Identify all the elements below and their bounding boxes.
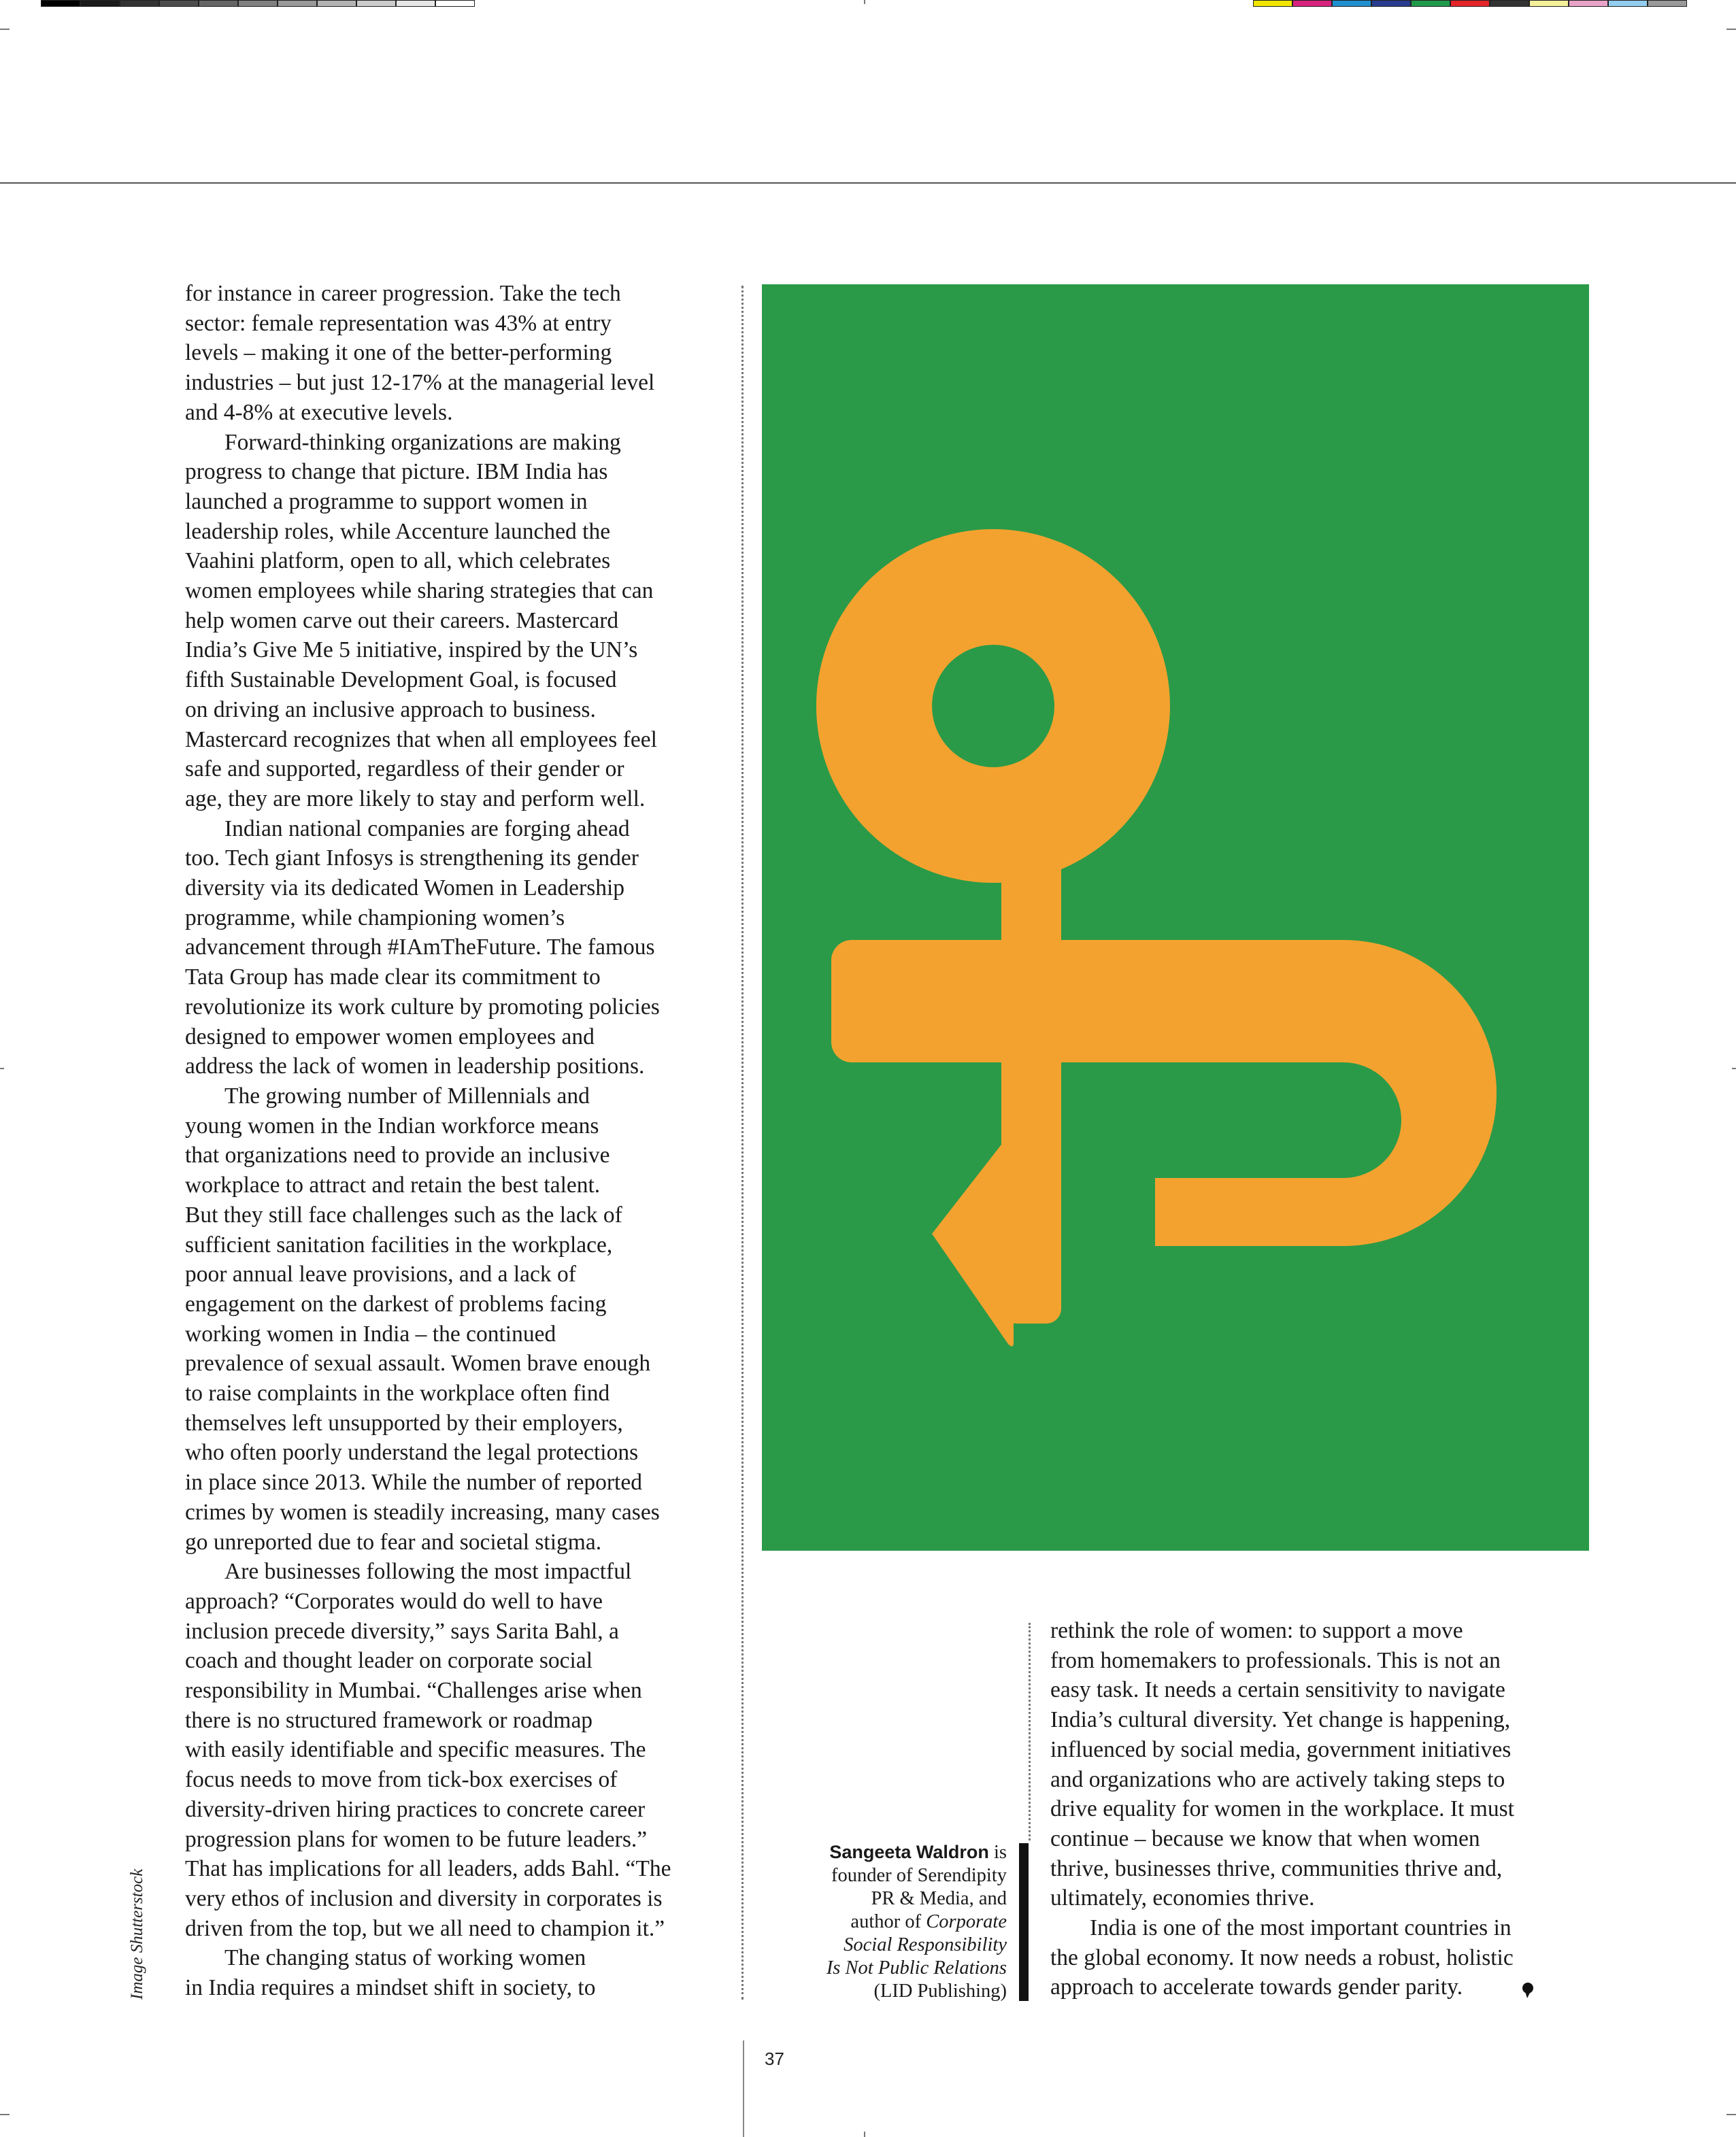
text-line: advancement through #IAmTheFuture. The famous (185, 935, 655, 960)
illustration (762, 284, 1589, 1551)
text-line: prevalence of sexual assault. Women brave enough (185, 1351, 651, 1377)
text-line: drive equality for women in the workplace. It must (1050, 1796, 1514, 1822)
text-line: sufficient sanitation facilities in the workplace, (185, 1232, 613, 1258)
text-line: themselves left unsupported by their employers, (185, 1410, 623, 1436)
gray-swatch (80, 0, 120, 7)
left-text-column (185, 279, 671, 2003)
text-line: rethink the role of women: to support a move (1050, 1618, 1463, 1643)
color-swatch (1411, 0, 1450, 7)
crop-mark (1726, 2114, 1736, 2115)
column-divider (1029, 1623, 1031, 1840)
text-line: approach? “Corporates would do well to have (185, 1588, 603, 1614)
text-line: age, they are more likely to stay and perform well. (185, 786, 646, 811)
text-line: in India requires a mindset shift in society, to (185, 1975, 596, 2001)
book-title: Corporate (926, 1911, 1007, 1932)
header-rule (0, 182, 1736, 184)
text-line: The changing status of working women (224, 1945, 586, 1971)
text-line: industries – but just 12-17% at the managerial level (185, 370, 655, 396)
text-line: for instance in career progression. Take the tech (185, 281, 621, 306)
image-credit: Image Shutterstock (128, 1868, 146, 2000)
book-title: Is Not Public Relations (826, 1957, 1007, 1979)
text-line: focus needs to move from tick-box exercises of (185, 1767, 618, 1793)
text-line: that organizations need to provide an inclusive (185, 1143, 610, 1168)
text-line: levels – making it one of the better-performing (185, 340, 612, 366)
text-line: progression plans for women to be future leaders.” (185, 1826, 648, 1852)
right-text-column (1050, 1616, 1514, 2002)
gray-swatch (278, 0, 317, 7)
gray-swatch (396, 0, 435, 7)
text-line: crimes by women is steadily increasing, many cases (185, 1499, 660, 1525)
text-line: responsibility in Mumbai. “Challenges arise when (185, 1678, 642, 1704)
text-line: But they still face challenges such as the lack of (185, 1202, 622, 1228)
text-line: influenced by social media, government initiatives (1050, 1736, 1512, 1762)
color-swatch (1332, 0, 1371, 7)
text-line: coach and thought leader on corporate social (185, 1648, 593, 1674)
text-line: leadership roles, while Accenture launched the (185, 518, 611, 544)
illustration-background (762, 284, 1589, 1551)
text-line: approach to accelerate towards gender parity. (1050, 1974, 1463, 2000)
author-name: Sangeeta Waldron (829, 1842, 989, 1862)
text-line: young women in the Indian workforce means (185, 1113, 599, 1139)
text-line: from homemakers to professionals. This is not an (1050, 1647, 1501, 1673)
book-title: Social Responsibility (844, 1934, 1007, 1955)
text-line: fifth Sustainable Development Goal, is focused (185, 667, 617, 693)
text-line: on driving an inclusive approach to business. (185, 696, 596, 722)
female-symbol-u-turn-arrow-illustration (762, 284, 1589, 1551)
author-bio-line (755, 1934, 1007, 1957)
crop-mark (864, 2132, 865, 2137)
gray-swatch (356, 0, 396, 7)
text-line: launched a programme to support women in (185, 488, 588, 514)
gray-swatch (199, 0, 238, 7)
crop-mark (0, 2114, 10, 2115)
crop-mark (0, 29, 10, 30)
text-line: programme, while championing women’s (185, 905, 565, 930)
text-line: help women carve out their careers. Mastercard (185, 607, 619, 633)
text-line: poor annual leave provisions, and a lack of (185, 1262, 576, 1288)
color-swatch (1371, 0, 1411, 7)
color-swatch (1608, 0, 1648, 7)
text-line: go unreported due to fear and societal stigma. (185, 1529, 602, 1555)
gray-swatch (159, 0, 199, 7)
text-line: sector: female representation was 43% at entry (185, 310, 612, 336)
text-line: working women in India – the continued (185, 1321, 556, 1347)
text-line: there is no structured framework or roadmap (185, 1707, 593, 1733)
color-swatch (1253, 0, 1292, 7)
author-bio-line: (LID Publishing) (873, 1981, 1007, 2002)
gray-swatch (435, 0, 475, 7)
text-line: Mastercard recognizes that when all employees feel (185, 726, 657, 752)
text-line: Tata Group has made clear its commitment to (185, 964, 601, 990)
author-bio-line (755, 1840, 1007, 1864)
color-swatch (1490, 0, 1529, 7)
crop-mark (0, 1068, 4, 1069)
gray-swatch (238, 0, 278, 7)
color-swatch (1450, 0, 1490, 7)
author-bio-line (755, 1957, 1007, 1980)
author-bio-line (755, 1911, 1007, 1934)
text-line: workplace to attract and retain the best talent. (185, 1173, 601, 1198)
text-line: Are businesses following the most impactful (224, 1559, 632, 1585)
text-line: very ethos of inclusion and diversity in corporates is (185, 1885, 663, 1911)
crop-mark (1726, 29, 1736, 30)
text-line: diversity-driven hiring practices to concrete career (185, 1796, 646, 1822)
text-line: engagement on the darkest of problems facing (185, 1291, 607, 1317)
text-line: driven from the top, but we all need to champion it.” (185, 1915, 665, 1941)
text-line: India’s Give Me 5 initiative, inspired by the UN’s (185, 637, 638, 663)
text-line: too. Tech giant Infosys is strengthening its gender (185, 845, 639, 871)
author-bio-line: founder of Serendipity (831, 1865, 1007, 1886)
page-number: 37 (765, 2049, 784, 2069)
text-line: Vaahini platform, open to all, which celebrates (185, 548, 611, 574)
text-line: designed to empower women employees and (185, 1024, 595, 1049)
text-line: The growing number of Millennials and (224, 1083, 590, 1109)
text-line: in place since 2013. While the number of reported (185, 1470, 642, 1496)
text-line: who often poorly understand the legal protections (185, 1440, 639, 1466)
text-line: to raise complaints in the workplace often find (185, 1381, 610, 1407)
crop-mark (1732, 1068, 1736, 1069)
text-line: Forward-thinking organizations are making (224, 429, 621, 455)
text-line: women employees while sharing strategies that can (185, 578, 654, 604)
gray-swatch (41, 0, 80, 7)
author-bio-line: PR & Media, and (871, 1888, 1007, 1909)
author-bio (755, 1840, 1007, 2003)
text-line: inclusion precede diversity,” says Sarita Bahl, a (185, 1618, 619, 1644)
text-line: revolutionize its work culture by promoting policies (185, 994, 660, 1020)
text-line: with easily identifiable and specific measures. The (185, 1737, 646, 1763)
text-line: progress to change that picture. IBM India has (185, 459, 608, 485)
column-divider (741, 286, 744, 2000)
text-line: Indian national companies are forging ahead (224, 815, 630, 841)
text-line: India’s cultural diversity. Yet change is happening, (1050, 1707, 1511, 1733)
author-bio-text: is (988, 1842, 1007, 1863)
text-line: That has implications for all leaders, adds Bahl. “The (185, 1856, 671, 1882)
color-swatch (1569, 0, 1608, 7)
text-line: diversity via its dedicated Women in Leadership (185, 875, 625, 901)
text-line: thrive, businesses thrive, communities thrive and, (1050, 1855, 1503, 1881)
caption-bar (1019, 1843, 1029, 2001)
text-line: continue – because we know that when women (1050, 1825, 1480, 1851)
text-line: and organizations who are actively taking steps to (1050, 1766, 1505, 1792)
crop-mark (864, 0, 865, 4)
gray-swatch (317, 0, 356, 7)
text-line: the global economy. It now needs a robust, holistic (1050, 1945, 1514, 1970)
text-line: address the lack of women in leadership positions. (185, 1054, 645, 1079)
text-line: easy task. It needs a certain sensitivity to navigate (1050, 1677, 1505, 1703)
text-line: ultimately, economies thrive. (1050, 1885, 1315, 1911)
color-swatch (1529, 0, 1569, 7)
text-line: safe and supported, regardless of their gender or (185, 756, 624, 782)
end-mark-icon (1521, 1982, 1535, 2002)
text-line: and 4-8% at executive levels. (185, 399, 453, 425)
author-bio-text: author of (850, 1911, 927, 1932)
color-swatch (1292, 0, 1332, 7)
gray-swatch (120, 0, 159, 7)
color-swatch (1648, 0, 1687, 7)
text-line: India is one of the most important countries in (1090, 1915, 1512, 1941)
page-number-rule (743, 2040, 744, 2137)
